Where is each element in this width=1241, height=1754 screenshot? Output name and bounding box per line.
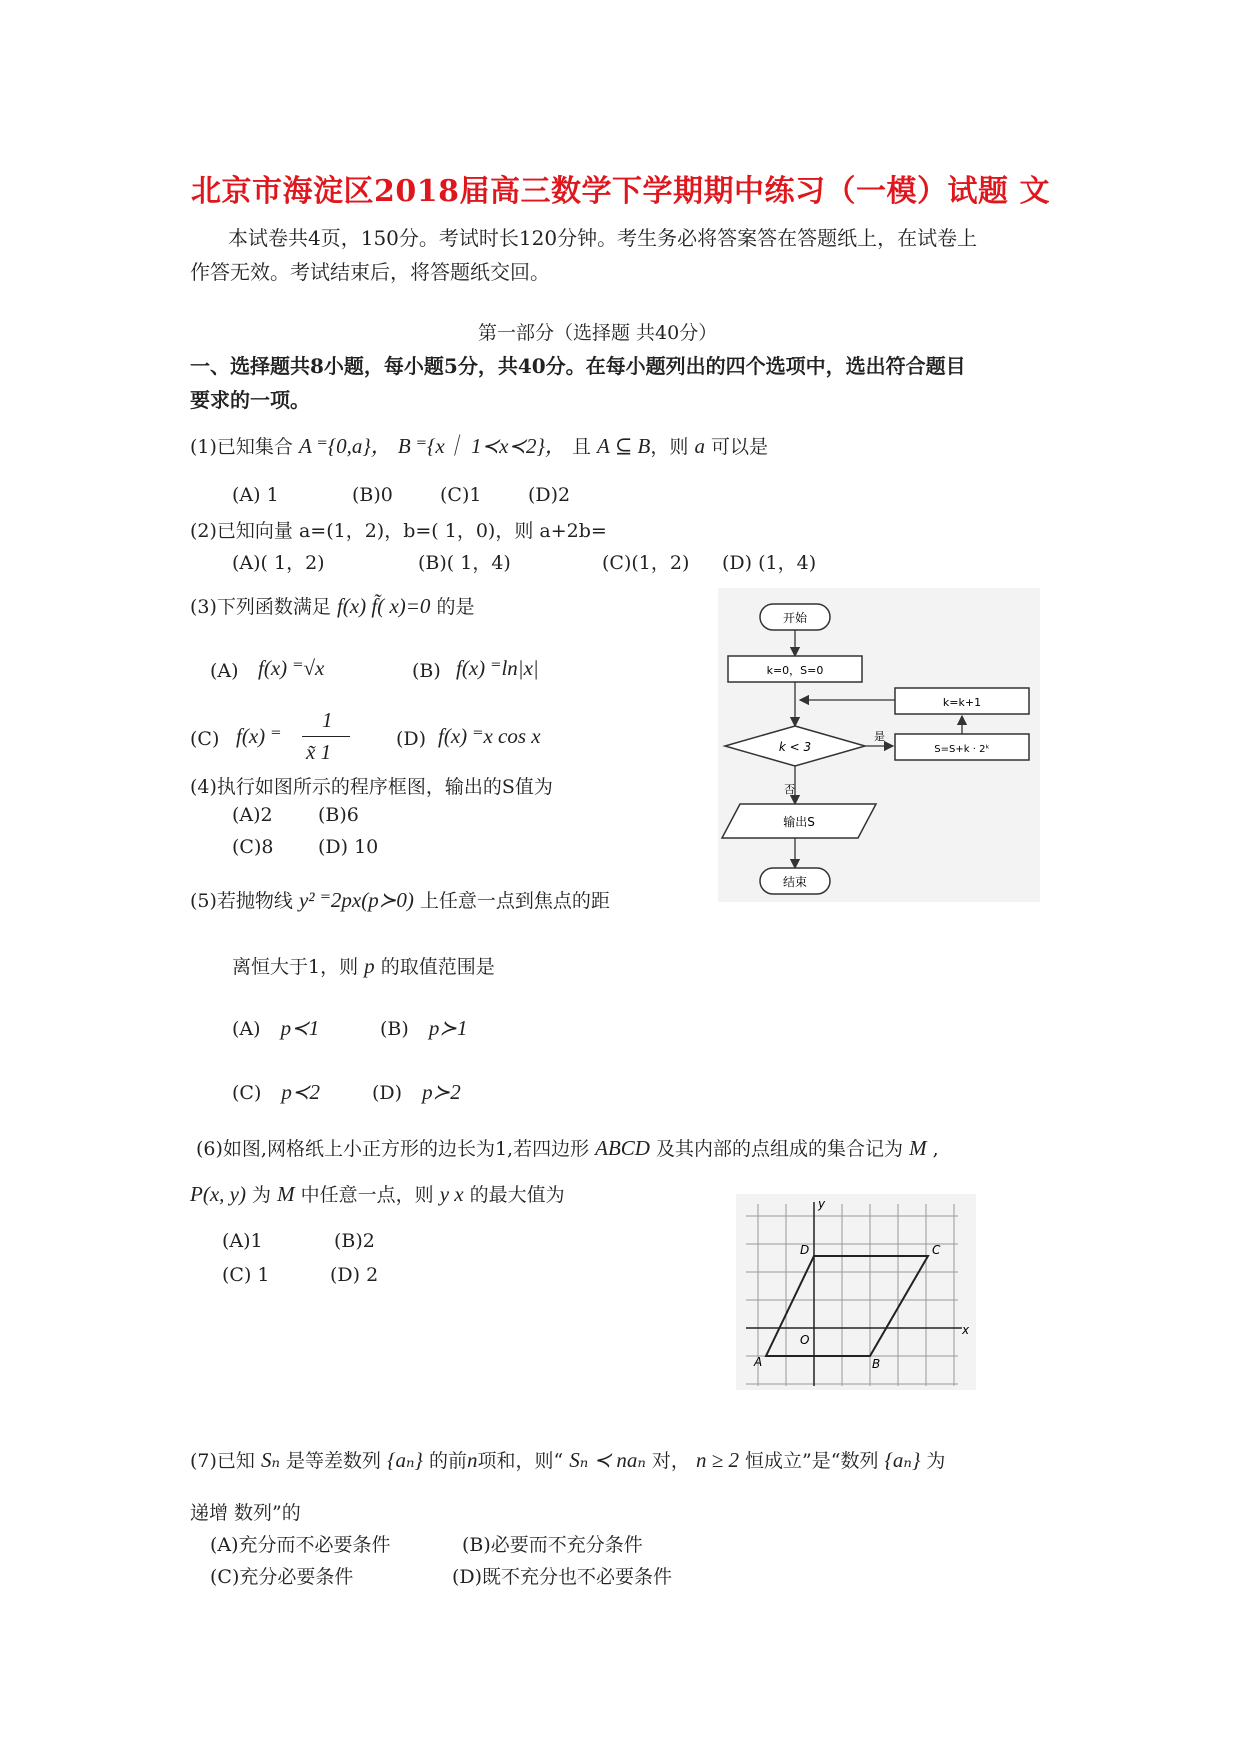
q7-option-a: (A)充分而不必要条件 xyxy=(210,1534,391,1556)
q5-option-d-label: (D) xyxy=(372,1082,403,1104)
q2-option-d: (D) (1，4) xyxy=(722,552,817,574)
origin-label: O xyxy=(800,1333,810,1347)
q1-option-c: (C)1 xyxy=(440,484,482,506)
q6-line2-expr: P(x, y) xyxy=(190,1182,246,1206)
q5-option-c-label: (C) xyxy=(232,1082,262,1104)
grid-svg xyxy=(736,1194,976,1390)
q5-option-c xyxy=(232,1080,320,1105)
q7-stem xyxy=(190,1446,945,1473)
q1-option-b: (B)0 xyxy=(352,484,393,506)
quadrilateral-abcd xyxy=(766,1256,928,1356)
q6-option-a: (A)1 xyxy=(222,1230,263,1252)
q4-option-b: (B)6 xyxy=(318,804,359,826)
q5-stem-b: 上任意一点到焦点的距 xyxy=(419,890,610,912)
flowchart-init-label: k=0，S=0 xyxy=(766,664,824,677)
q5-option-b-label: (B) xyxy=(380,1018,409,1040)
flowchart-update-k-label: k=k+1 xyxy=(942,696,982,709)
q6-option-b: (B)2 xyxy=(334,1230,375,1252)
q7-n: n xyxy=(466,1448,478,1472)
q7-option-b: (B)必要而不充分条件 xyxy=(462,1534,643,1556)
q6-stem-b: 及其内部的点组成的集合记为 xyxy=(656,1138,904,1160)
q5-stem-line-2 xyxy=(232,952,495,979)
q7-stem-b: 是等差数列 xyxy=(286,1450,382,1472)
q5-option-b-expr: p≻1 xyxy=(428,1016,468,1040)
q5-stem-a: (5)若抛物线 xyxy=(190,890,293,912)
q3-option-c-numerator: 1 xyxy=(322,708,333,732)
q5-option-a xyxy=(232,1016,319,1041)
part1-instruction-1: 一、选择题共8小题，每小题5分，共40分。在每小题列出的四个选项中，选出符合题目 xyxy=(190,354,966,378)
flowchart-no-label: 否 xyxy=(784,783,795,796)
q7-option-c: (C)充分必要条件 xyxy=(210,1566,354,1588)
q6-set: M xyxy=(909,1136,927,1160)
y-axis-label: y xyxy=(818,1197,826,1211)
q2-stem: (2)已知向量 a=(1，2)，b=( 1，0)，则 a+2b= xyxy=(190,520,607,542)
flowchart-yes-label: 是 xyxy=(874,730,885,743)
flowchart-svg xyxy=(718,588,1040,902)
q3-option-a: f(x) ⁼√x xyxy=(258,656,325,680)
flowchart-decision-label: k < 3 xyxy=(778,740,812,754)
q7-stem-d: 项和，则“ xyxy=(477,1450,564,1472)
q3-option-b-label: (B) xyxy=(412,660,441,682)
q1-stem-a: (1)已知集合 xyxy=(190,436,293,458)
q6-option-d: (D) 2 xyxy=(330,1264,379,1286)
q1-stem xyxy=(190,430,768,460)
q3-option-b: f(x) ⁼ln|x| xyxy=(456,656,539,680)
point-d-label: D xyxy=(800,1243,810,1257)
q5-stem xyxy=(190,886,610,913)
q3-stem-b: 的是 xyxy=(436,596,475,618)
q6-line2-b: 中任意一点，则 xyxy=(300,1184,434,1206)
q5-option-a-expr: p≺1 xyxy=(280,1016,320,1040)
q5-option-d xyxy=(372,1080,461,1105)
q3-stem-a: (3)下列函数满足 xyxy=(190,596,331,618)
q3-option-c-label: (C) xyxy=(190,728,220,750)
flowchart-start-label: 开始 xyxy=(782,611,808,625)
x-axis-label: x xyxy=(962,1323,970,1337)
q6-line2-a: 为 xyxy=(252,1184,272,1206)
q7-stem-c: 的前 xyxy=(428,1450,467,1472)
q3-option-c-denominator: x̃ 1 xyxy=(306,740,332,764)
flowchart-output-label: 输出S xyxy=(783,815,815,829)
q1-cond: A ⊆ B xyxy=(597,434,651,458)
q7-stem-line-2: 递增 数列”的 xyxy=(190,1502,301,1524)
q4-stem: (4)执行如图所示的程序框图，输出的S值为 xyxy=(190,776,553,798)
q5-option-a-label: (A) xyxy=(232,1018,261,1040)
q7-seq: {aₙ} xyxy=(387,1448,423,1472)
q3-fraction-bar xyxy=(302,736,350,737)
q3-stem xyxy=(190,592,475,619)
q4-option-a: (A)2 xyxy=(232,804,273,826)
q6-stem-a: (6)如图,网格纸上小正方形的边长为1,若四边形 xyxy=(196,1138,590,1160)
q5-line2-var: p xyxy=(364,954,375,978)
q7-option-d: (D)既不充分也不必要条件 xyxy=(452,1566,673,1588)
q6-stem-line-2 xyxy=(190,1180,565,1207)
q1-stem-b: 且 xyxy=(571,436,591,458)
q6-line2-expr2: y x xyxy=(439,1182,464,1206)
q6-stem: (6)如图,网格纸上小正方形的边长为1,若四边形 ABCD 及其内部的点组成的集合记为 M , xyxy=(196,1136,939,1160)
q1-stem-c: ，则 xyxy=(650,436,689,458)
point-c-label: C xyxy=(932,1243,941,1257)
q3-option-d-label: (D) xyxy=(396,728,427,750)
q7-stem-a: (7)已知 xyxy=(190,1450,255,1472)
q1-set-b: B ⁼{x｜ 1≺x≺2}， xyxy=(397,434,566,458)
q5-option-c-expr: p≺2 xyxy=(281,1080,321,1104)
q2-option-b: (B)( 1，4) xyxy=(418,552,511,574)
q2-option-a: (A)( 1，2) xyxy=(232,552,325,574)
q3-option-a-label: (A) xyxy=(210,660,239,682)
q1-set-a: A ⁼{0,a}， xyxy=(298,434,392,458)
grid-figure xyxy=(736,1194,976,1390)
q6-option-c: (C) 1 xyxy=(222,1264,270,1286)
q3-option-d: f(x) ⁼x cos x xyxy=(438,724,541,748)
q3-expr: f(x) f̃( x)=0 xyxy=(336,594,431,618)
q5-line2-b: 的取值范围是 xyxy=(380,956,495,978)
q7-cond2: n ≥ 2 xyxy=(695,1448,739,1472)
q6-quad: ABCD xyxy=(595,1136,650,1160)
flowchart-update-s-label: S=S+k · 2ᵏ xyxy=(934,744,990,755)
flowchart-end-label: 结束 xyxy=(782,875,808,889)
q7-stem-g: 为 xyxy=(926,1450,946,1472)
q5-option-d-expr: p≻2 xyxy=(422,1080,461,1104)
q7-cond: Sₙ ≺ naₙ xyxy=(569,1448,646,1472)
q6-line2-c: 的最大值为 xyxy=(469,1184,565,1206)
q1-option-d: (D)2 xyxy=(528,484,571,506)
q7-seq2: {aₙ} xyxy=(884,1448,921,1472)
q5-option-b xyxy=(380,1016,467,1041)
flowchart-figure xyxy=(718,588,1040,902)
q5-expr: y² ⁼2px(p≻0) xyxy=(298,888,414,912)
q6-line2-set: M xyxy=(277,1182,295,1206)
grid-lines xyxy=(746,1204,958,1386)
q2-option-c: (C)(1，2) xyxy=(602,552,690,574)
q1-var: a xyxy=(694,434,705,458)
part1-heading: 第一部分（选择题 共40分） xyxy=(478,322,718,344)
q1-option-a: (A) 1 xyxy=(232,484,279,506)
page-title: 北京市海淀区2018届高三数学下学期期中练习（一模）试题 文 xyxy=(191,174,1050,209)
intro-line-2: 作答无效。考试结束后，将答题纸交回。 xyxy=(190,260,550,284)
point-b-label: B xyxy=(872,1357,881,1371)
point-a-label: A xyxy=(754,1355,763,1369)
part1-instruction-2: 要求的一项。 xyxy=(190,388,310,412)
q7-stem-f: 恒成立”是“数列 xyxy=(745,1450,879,1472)
q1-stem-d: 可以是 xyxy=(711,436,769,458)
q4-option-c: (C)8 xyxy=(232,836,274,858)
q7-sn: Sₙ xyxy=(260,1448,280,1472)
q5-line2-a: 离恒大于1，则 xyxy=(232,956,359,978)
q4-option-d: (D) 10 xyxy=(318,836,379,858)
q7-stem-e: 对， xyxy=(651,1450,690,1472)
q3-option-c-lhs: f(x) ⁼ xyxy=(236,724,282,748)
intro-line-1: 本试卷共4页，150分。考试时长120分钟。考生务必将答案答在答题纸上，在试卷上 xyxy=(228,226,978,250)
